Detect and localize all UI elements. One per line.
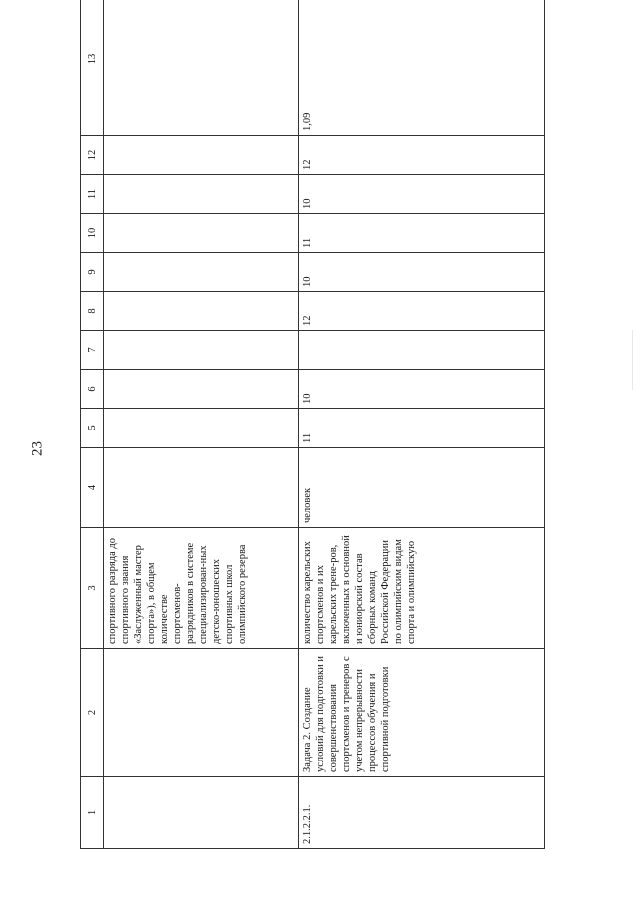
indicator-cell: количество карельских спортсменов и их карельских трене-ров, включенных в основной и юниорский состав сборных команд Российской Федерации по олимпийским видам спорта и олимпийскую [299, 528, 545, 649]
header-cell: 7 [81, 331, 104, 370]
value-cell: 12 [299, 292, 545, 331]
task-cell [104, 649, 299, 777]
header-cell: 4 [81, 448, 104, 528]
header-cell: 3 [81, 528, 104, 649]
unit-cell [104, 448, 299, 528]
data-table [80, 0, 545, 849]
page-number: 23 [29, 441, 46, 456]
value-cell [104, 292, 299, 331]
header-cell: 6 [81, 370, 104, 409]
value-cell: 10 [299, 253, 545, 292]
header-row [81, 0, 104, 849]
header-cell: 8 [81, 292, 104, 331]
header-cell: 12 [81, 136, 104, 175]
scan-artifact-line [632, 330, 633, 390]
table-row-continuation [104, 0, 299, 849]
value-cell: 10 [299, 175, 545, 214]
header-cell: 5 [81, 409, 104, 448]
header-cell: 11 [81, 175, 104, 214]
value-cell [104, 253, 299, 292]
value-cell [104, 136, 299, 175]
value-cell: 11 [299, 409, 545, 448]
header-cell: 2 [81, 649, 104, 777]
value-cell [104, 370, 299, 409]
header-cell: 1 [81, 777, 104, 849]
value-cell [104, 409, 299, 448]
value-cell [104, 331, 299, 370]
value-cell: 11 [299, 214, 545, 253]
table-row [299, 0, 545, 849]
value-cell: 12 [299, 136, 545, 175]
indicator-cell: спортивного разряда до спортивного звания «Заслуженный мастер спорта»), в общем количестве спортсменов-разрядников в системе специализирован-ных детско-юношеских спортивных школ олимпийского резерва [104, 528, 299, 649]
header-cell: 13 [81, 0, 104, 136]
unit-cell: человек [299, 448, 545, 528]
value-cell: 1,09 [299, 0, 545, 136]
value-cell: 10 [299, 370, 545, 409]
value-cell [299, 331, 545, 370]
value-cell [104, 175, 299, 214]
value-cell [104, 0, 299, 136]
header-cell: 10 [81, 214, 104, 253]
header-cell: 9 [81, 253, 104, 292]
rotated-table-container [80, 53, 545, 849]
task-cell: Задача 2. Создание условий для подготовки и совершенствования спортсменов и тренеров с учетом непрерывности процессов обучения и спортивной подготовки [299, 649, 545, 777]
value-cell [104, 214, 299, 253]
code-cell [104, 777, 299, 849]
code-cell: 2.1.2.2.1. [299, 777, 545, 849]
